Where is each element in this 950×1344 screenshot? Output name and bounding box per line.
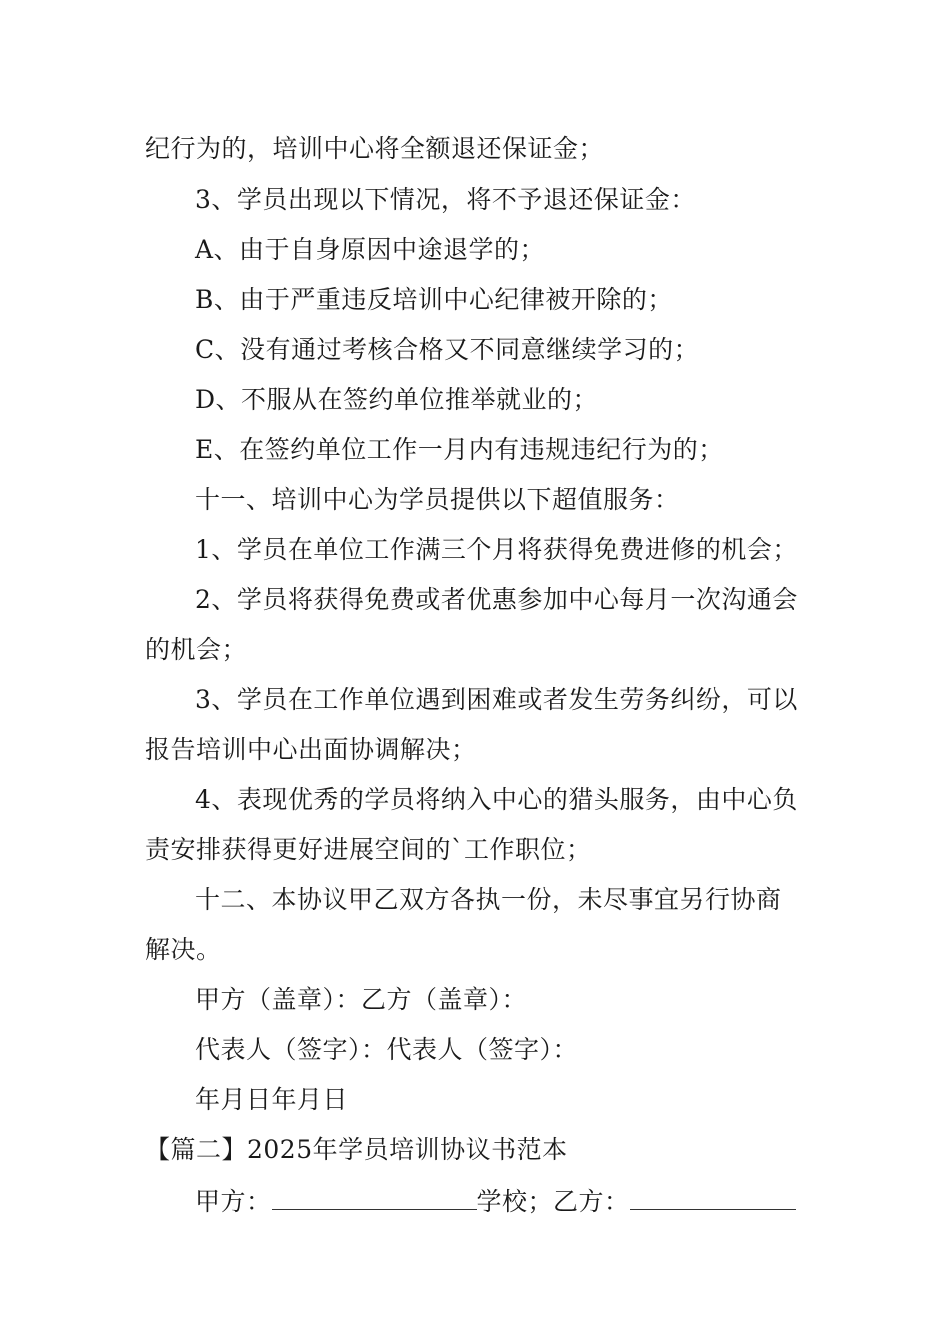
date-line: 年月日年月日 [195, 1085, 349, 1114]
section-heading: 【篇二】2025年学员培训协议书范本 [145, 1135, 568, 1164]
text-line: 十一、培训中心为学员提供以下超值服务： [195, 485, 680, 514]
text-line: 解决。 [145, 935, 222, 964]
text-line: A、由于自身原因中途退学的； [195, 235, 546, 264]
party-line [195, 1185, 810, 1217]
school-label: 学校；乙方： [476, 1187, 630, 1216]
text-line: 报告培训中心出面协调解决； [145, 735, 477, 764]
party-b-blank [630, 1185, 796, 1210]
text-line: 责安排获得更好进展空间的`工作职位； [145, 835, 592, 864]
text-line: 纪行为的，培训中心将全额退还保证金； [145, 134, 605, 163]
party-a-blank [272, 1185, 477, 1210]
text-line: 1、学员在单位工作满三个月将获得免费进修的机会； [195, 535, 798, 564]
text-line: 十二、本协议甲乙双方各执一份，未尽事宜另行协商 [195, 885, 782, 914]
signature-line-seal: 甲方（盖章）：乙方（盖章）： [195, 985, 528, 1014]
text-line: 4、表现优秀的学员将纳入中心的猎头服务，由中心负 [195, 785, 798, 814]
party-a-label: 甲方： [195, 1187, 272, 1216]
text-line: 2、学员将获得免费或者优惠参加中心每月一次沟通会 [195, 585, 798, 614]
text-line: 3、学员在工作单位遇到困难或者发生劳务纠纷，可以 [195, 685, 798, 714]
text-line: B、由于严重违反培训中心纪律被开除的； [195, 285, 673, 314]
text-line: D、不服从在签约单位推举就业的； [195, 385, 599, 414]
text-line: 的机会； [145, 635, 248, 664]
text-line: C、没有通过考核合格又不同意继续学习的； [195, 335, 700, 364]
signature-line-representative: 代表人（签字）：代表人（签字）： [195, 1035, 579, 1064]
text-line: E、在签约单位工作一月内有违规违纪行为的； [195, 435, 724, 464]
text-line: 3、学员出现以下情况，将不予退还保证金： [195, 185, 696, 214]
